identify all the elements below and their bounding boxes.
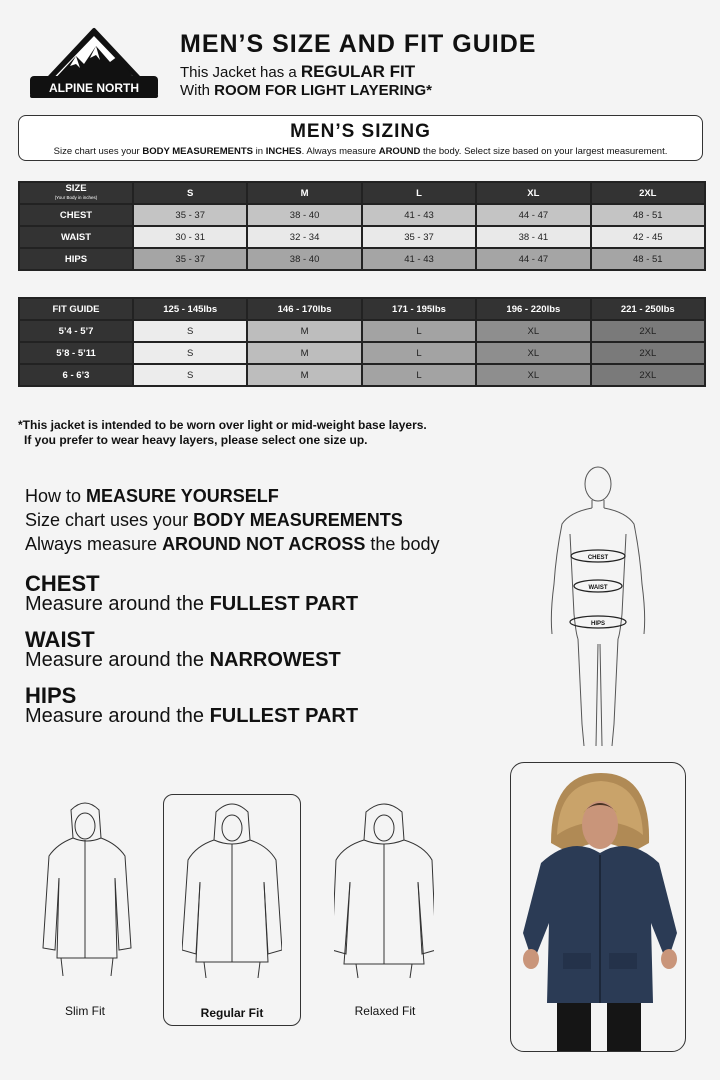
table-row (20, 205, 704, 225)
table-row (20, 321, 704, 341)
table-cell: 38 - 40 (248, 249, 360, 269)
table-cell: 2XL (592, 321, 704, 341)
regular-fit-label: Regular Fit (200, 1006, 264, 1020)
fit-corner-cell: FIT GUIDE (20, 299, 132, 319)
table-cell: M (248, 321, 360, 341)
page-title: MEN’S SIZE AND FIT GUIDE (180, 30, 537, 58)
table-cell: 2XL (592, 343, 704, 363)
size-col-header: L (363, 183, 475, 203)
table-cell: M (248, 365, 360, 385)
row-label-chest: CHEST (20, 205, 132, 225)
weight-col-header: 196 - 220lbs (477, 299, 589, 319)
size-header-row (20, 183, 704, 203)
table-cell: 38 - 41 (477, 227, 589, 247)
layering-disclaimer: *This jacket is intended to be worn over light or mid-weight base layers. If you prefer to wear heavy layers, please select one size up. (18, 418, 427, 447)
table-cell: 41 - 43 (363, 249, 475, 269)
weight-col-header: 171 - 195lbs (363, 299, 475, 319)
relaxed-fit-label: Relaxed Fit (354, 1004, 416, 1018)
table-cell: M (248, 343, 360, 363)
body-measurement-figure (540, 464, 655, 749)
table-cell: S (134, 343, 246, 363)
table-cell: 38 - 40 (248, 205, 360, 225)
alpine-north-logo (24, 26, 164, 100)
row-label-waist: WAIST (20, 227, 132, 247)
table-cell: 44 - 47 (477, 205, 589, 225)
table-cell: 44 - 47 (477, 249, 589, 269)
size-col-header: M (248, 183, 360, 203)
waist-label: WAIST (588, 585, 608, 591)
table-cell: XL (477, 365, 589, 385)
mens-sizing-box (18, 115, 703, 161)
table-cell: 35 - 37 (134, 249, 246, 269)
table-cell: 30 - 31 (134, 227, 246, 247)
waist-instruction: WAIST Measure around the NARROWEST (25, 627, 341, 671)
table-cell: XL (477, 321, 589, 341)
relaxed-fit-illustration (334, 800, 434, 980)
table-cell: 48 - 51 (592, 249, 704, 269)
table-cell: 42 - 45 (592, 227, 704, 247)
size-col-header: 2XL (592, 183, 704, 203)
slim-fit-label: Slim Fit (65, 1004, 105, 1018)
regular-fit-illustration (182, 800, 282, 980)
table-cell: L (363, 321, 475, 341)
chest-instruction: CHEST Measure around the FULLEST PART (25, 571, 359, 615)
row-label-hips: HIPS (20, 249, 132, 269)
table-cell: L (363, 365, 475, 385)
layering-line: With ROOM FOR LIGHT LAYERING* (180, 82, 432, 99)
slim-fit-illustration (37, 798, 137, 978)
fit-header-row (20, 299, 704, 319)
table-cell: 41 - 43 (363, 205, 475, 225)
table-cell: 2XL (592, 365, 704, 385)
size-table (18, 181, 706, 271)
weight-col-header: 221 - 250lbs (592, 299, 704, 319)
size-col-header: XL (477, 183, 589, 203)
mens-sizing-title: MEN’S SIZING (290, 121, 431, 142)
height-row-label: 5’4 - 5’7 (20, 321, 132, 341)
jacket-photo (510, 762, 686, 1052)
table-cell: 32 - 34 (248, 227, 360, 247)
table-cell: 35 - 37 (134, 205, 246, 225)
mens-sizing-note: Size chart uses your BODY MEASUREMENTS in INCHES. Always measure AROUND the body. Select size based on your largest measurement. (53, 146, 668, 157)
weight-col-header: 125 - 145lbs (134, 299, 246, 319)
table-cell: S (134, 365, 246, 385)
table-row (20, 249, 704, 269)
hips-instruction: HIPS Measure around the FULLEST PART (25, 683, 359, 727)
table-row (20, 343, 704, 363)
fit-guide-table (18, 297, 706, 387)
size-corner-cell: SIZE (Your Body in inches) (20, 183, 132, 203)
height-row-label: 6 - 6’3 (20, 365, 132, 385)
hips-label: HIPS (590, 621, 606, 627)
table-row (20, 365, 704, 385)
table-cell: 35 - 37 (363, 227, 475, 247)
jacket-model-illustration (511, 763, 686, 1052)
size-col-header: S (134, 183, 246, 203)
table-cell: 48 - 51 (592, 205, 704, 225)
fit-type-line: This Jacket has a REGULAR FIT (180, 62, 416, 81)
measure-instructions: How to MEASURE YOURSELF Size chart uses your BODY MEASUREMENTS Always measure AROUND NOT ACROSS the body (25, 486, 440, 554)
table-cell: L (363, 343, 475, 363)
chest-label: CHEST (587, 555, 609, 561)
table-cell: S (134, 321, 246, 341)
height-row-label: 5’8 - 5’11 (20, 343, 132, 363)
weight-col-header: 146 - 170lbs (248, 299, 360, 319)
table-cell: XL (477, 343, 589, 363)
table-row (20, 227, 704, 247)
logo-text: ALPINE NORTH (49, 81, 139, 95)
